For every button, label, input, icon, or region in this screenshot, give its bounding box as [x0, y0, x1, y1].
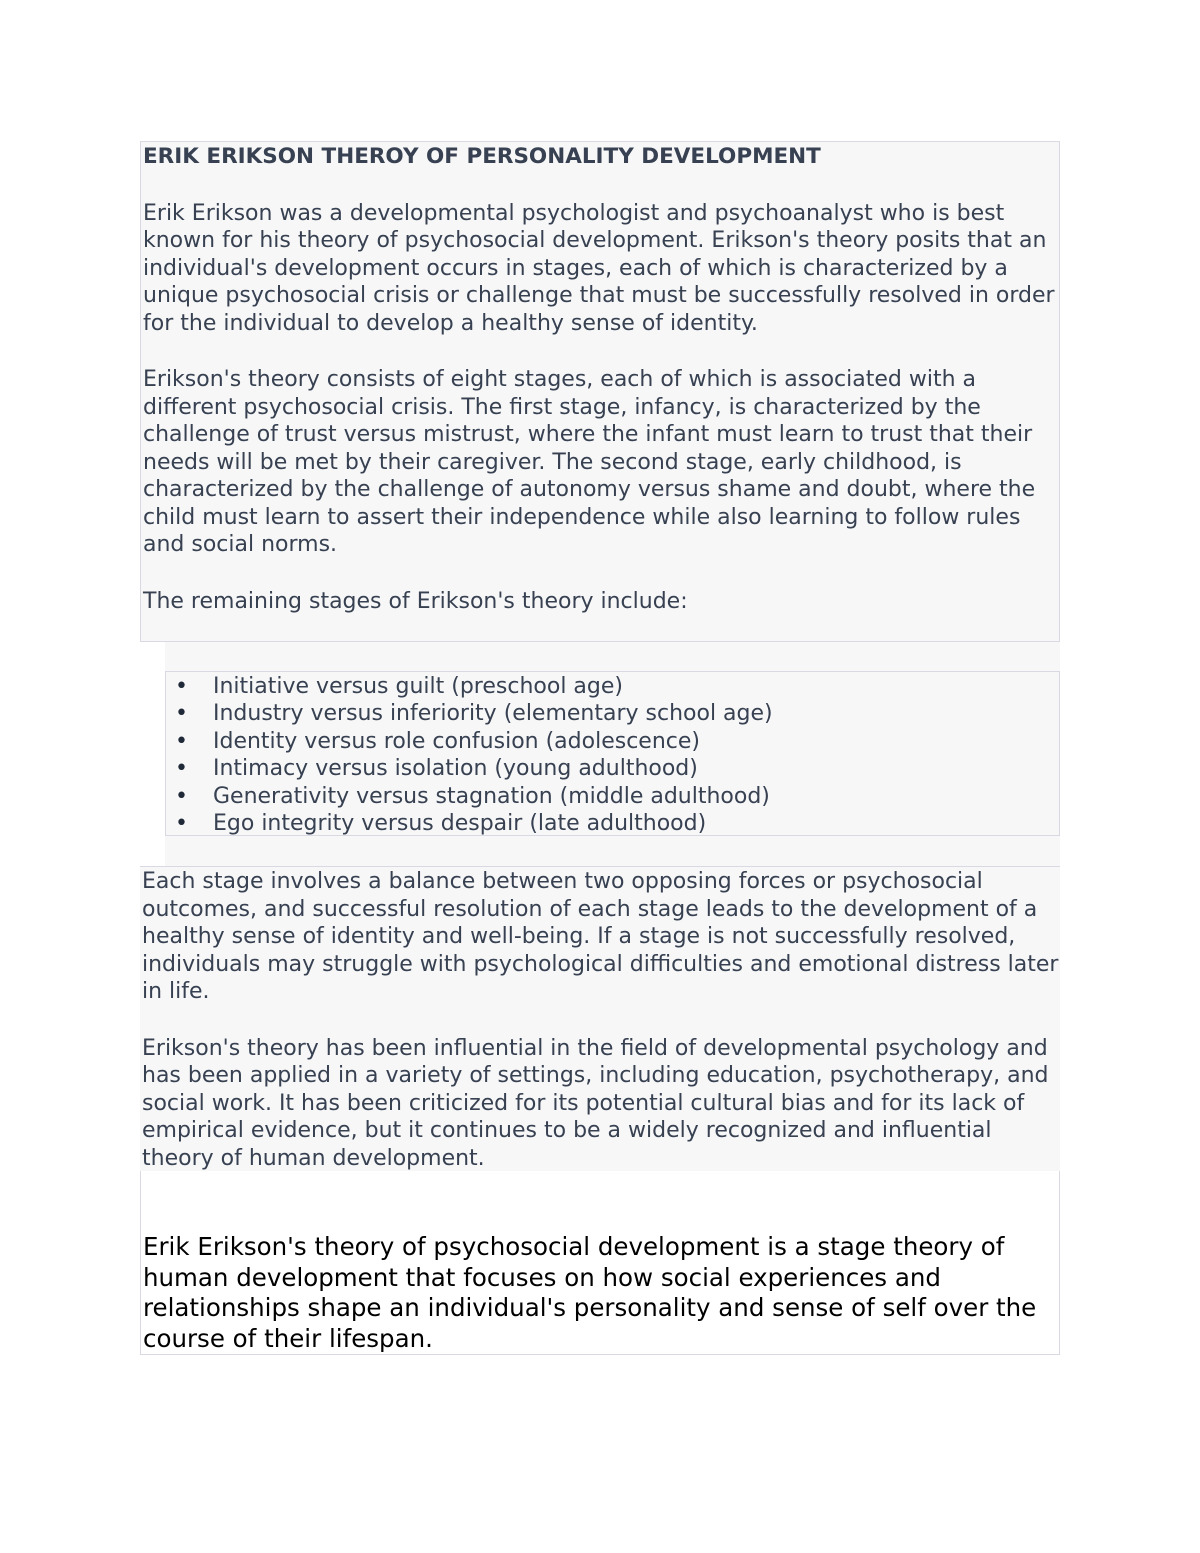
- list-item: • Intimacy versus isolation (young adulthood): [213, 755, 1059, 782]
- panel-gap: [165, 642, 1060, 671]
- remaining-stages-lead: The remaining stages of Erikson's theory include:: [143, 588, 688, 614]
- list-item: • Identity versus role confusion (adolescence): [213, 728, 1059, 755]
- intro-panel: [140, 141, 1060, 642]
- stages-list: [166, 673, 1059, 837]
- summary-paragraph: Erik Erikson's theory of psychosocial development is a stage theory of human development that focuses on how social experiences and relationships shape an individual's personality and sense of self over the course of their lifespan.: [143, 1232, 1037, 1353]
- spacer: [143, 337, 1059, 366]
- intro-paragraph: Erik Erikson was a developmental psychologist and psychoanalyst who is best known for his theory of psychosocial development. Erikson's theory posits that an individual's development occurs in stages, each of which is characterized by a unique psychosocial crisis or challenge that must be successfully resolved in order for the individual to develop a healthy sense of identity.: [143, 200, 1055, 336]
- list-item: • Generativity versus stagnation (middle adulthood): [213, 783, 1059, 810]
- summary-panel: [140, 1171, 1060, 1355]
- panel-gap: [165, 836, 1060, 866]
- list-item: • Initiative versus guilt (preschool age): [213, 673, 1059, 700]
- list-item: • Industry versus inferiority (elementary school age): [213, 700, 1059, 727]
- spacer: [143, 171, 1059, 200]
- document-title: ERIK ERIKSON THEROY OF PERSONALITY DEVELOPMENT: [143, 144, 821, 169]
- spacer: [143, 559, 1059, 588]
- list-item: • Ego integrity versus despair (late adulthood): [213, 810, 1059, 837]
- balance-paragraph: Each stage involves a balance between two opposing forces or psychosocial outcomes, and successful resolution of each stage leads to the development of a healthy sense of identity and well-being. If a stage is not successfully resolved, individuals may struggle with psychological difficulties and emotional distress later in life.: [142, 869, 1059, 1004]
- spacer: [142, 1006, 1060, 1035]
- stages-paragraph: Erikson's theory consists of eight stages, each of which is associated with a different psychosocial crisis. The first stage, infancy, is characterized by the challenge of trust versus mistrust, where the infant must learn to trust that their needs will be met by their caregiver. The second stage, early childhood, is characterized by the challenge of autonomy versus shame and doubt, where the child must learn to assert their independence while also learning to follow rules and social norms.: [143, 367, 1036, 557]
- influence-paragraph: Erikson's theory has been influential in the field of developmental psychology and has been applied in a variety of settings, including education, psychotherapy, and social work. It has been criticized for its potential cultural bias and for its lack of empirical evidence, but it continues to be a widely recognized and influential theory of human development.: [142, 1035, 1049, 1171]
- discussion-panel: [140, 866, 1060, 1172]
- stages-list-panel: [165, 671, 1060, 836]
